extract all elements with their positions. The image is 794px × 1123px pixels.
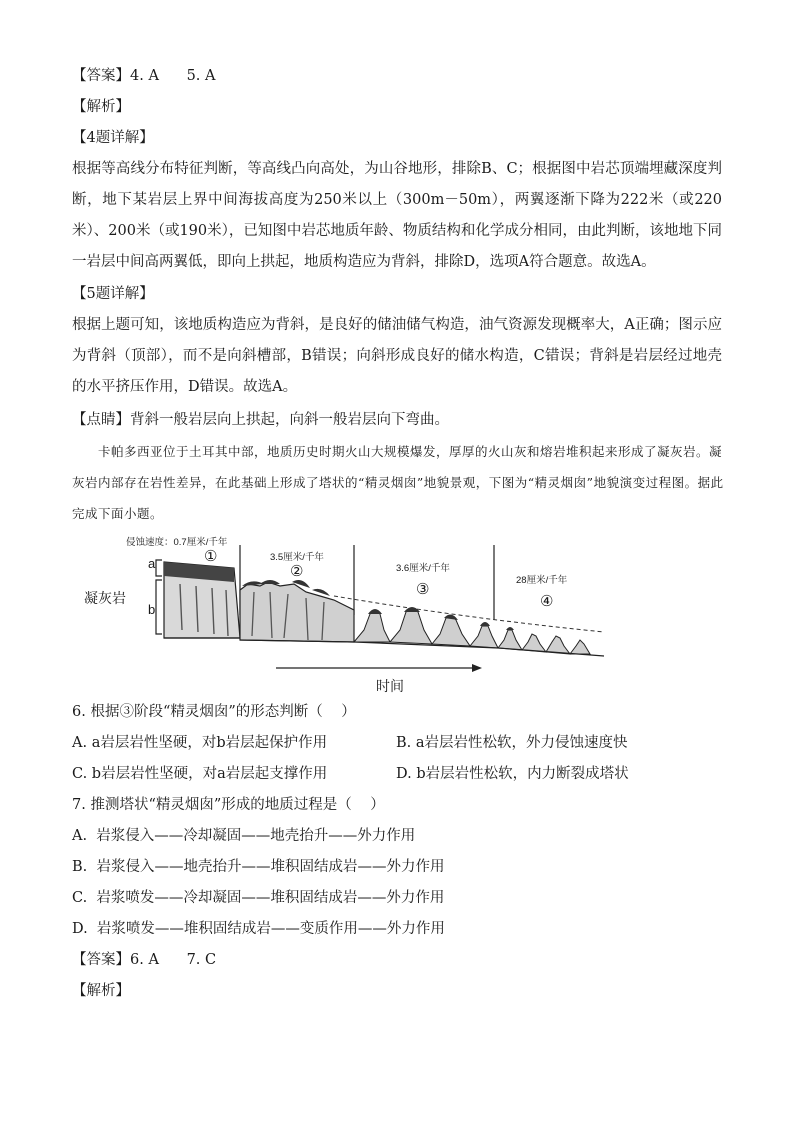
stage-num-2: ② [290,562,304,580]
answer-tag: 【答案】 [72,952,130,968]
layer-b-label: b [148,602,156,617]
q6-option-c: C. b岩层岩性坚硬，对a岩层起支撑作用 [72,766,328,782]
answer-line-1 [72,66,216,86]
rock-type-label: 凝灰岩 [84,590,126,606]
answer-line-2 [72,950,216,970]
layer-a-label: a [148,556,156,571]
stage3-rock [354,607,498,648]
rate-stage1: 侵蚀速度：0.7厘米/千年 [126,537,228,548]
stage4-rock [498,627,604,656]
q4-detail-text: 根据等高线分布特征判断，等高线凸向高处，为山谷地形，排除B、C；根据图中岩芯顶端埋藏深度判断，地下某岩层上界中间海拔高度为250米以上（300m－50m），两翼逐渐下降为222米（或220米）、200米（或190米），已知图中岩芯地质年龄、物质结构和化学成分相同，由此判断，该地地下同一岩层中间高两翼低，即向上拱起，地质构造应为背斜，排除D，选项A符合题意。故选A。 [72,161,722,270]
tip-line [72,410,449,430]
q6-option-d: D. b岩层岩性松软，内力断裂成塔状 [396,766,629,782]
q7-stem: 7. 推测塔状“精灵烟囱”形成的地质过程是（ ） [72,797,385,813]
layer-a-bracket [156,560,162,576]
q7-option-d: D. 岩浆喷发——堆积固结成岩——变质作用——外力作用 [72,921,445,937]
q7-option-a: A. 岩浆侵入——冷却凝固——地壳抬升——外力作用 [72,828,416,844]
q5-detail-heading: 【5题详解】 [72,286,154,302]
q6-stem: 6. 根据③阶段“精灵烟囱”的形态判断（ ） [72,704,356,720]
fairy-chimney-figure [84,530,608,700]
stage-num-3: ③ [416,580,430,598]
layer-b-bracket [156,580,162,634]
q7-option-b: B. 岩浆侵入——地壳抬升——堆积固结成岩——外力作用 [72,859,445,875]
analysis-heading-1: 【解析】 [72,99,130,115]
q4-detail-heading: 【4题详解】 [72,130,154,146]
time-axis-label: 时间 [376,678,404,694]
stage-num-4: ④ [540,592,554,610]
answer-tag: 【答案】 [72,68,130,84]
tip-text: 背斜一般岩层向上拱起，向斜一般岩层向下弯曲。 [130,412,449,428]
stage1-rock [164,562,244,638]
evolution-diagram [84,530,608,700]
rate-stage2: 3.5厘米/千年 [270,552,324,563]
q6-option-b: B. a岩层岩性松软，外力侵蚀速度快 [396,735,628,751]
tip-tag: 【点睛】 [72,412,130,428]
passage-text: 卡帕多西亚位于土耳其中部，地质历史时期火山大规模爆发，厚厚的火山灰和熔岩堆积起来形成了凝灰岩。凝灰岩内部存在岩性差异，在此基础上形成了塔状的“精灵烟囱”地貌景观，下图为“精灵烟囱”地貌演变过程图。据此完成下面小题。 [72,444,724,521]
answer-values: 6. A 7. C [130,952,217,968]
analysis-heading-2: 【解析】 [72,983,130,999]
time-arrow-head [472,664,482,672]
rate-stage3: 3.6厘米/千年 [396,563,450,574]
stage-num-1: ① [204,547,218,565]
q7-option-c: C. 岩浆喷发——冷却凝固——堆积固结成岩——外力作用 [72,890,445,906]
q5-detail-text: 根据上题可知，该地质构造应为背斜，是良好的储油储气构造，油气资源发现概率大，A正确；图示应为背斜（顶部），而不是向斜槽部，B错误；向斜形成良好的储水构造，C错误；背斜是岩层经过地壳的水平挤压作用，D错误。故选A。 [72,317,722,395]
stage2-rock [240,580,354,642]
q6-option-a: A. a岩层岩性坚硬，对b岩层起保护作用 [72,735,328,751]
answer-values: 4. A 5. A [130,68,216,84]
rate-stage4: 28厘米/千年 [516,575,568,586]
